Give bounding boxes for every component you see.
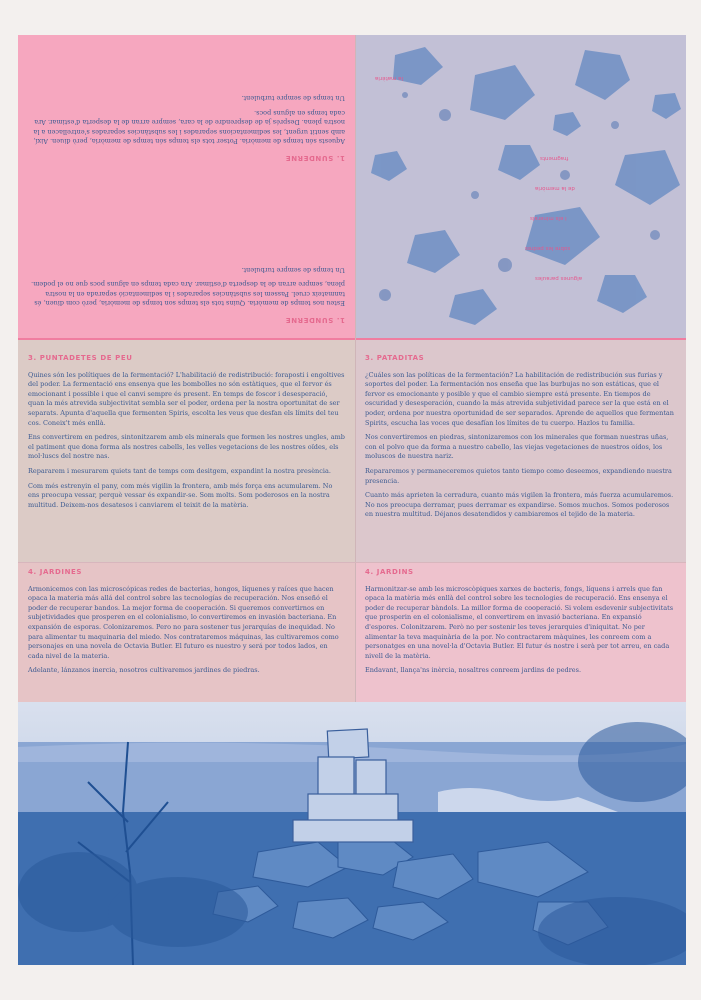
section-3-catalan xyxy=(18,340,355,562)
section-paragraph: Adelante, lánzanos inercia, nosotros cultivaremos jardines de piedras. xyxy=(28,666,260,675)
stone-caption: algunes paraules xyxy=(535,275,583,281)
section-heading: 3. PUNTADETES DE PEU xyxy=(28,354,133,362)
section-paragraph: Un temps de sempre turbulent. xyxy=(241,94,345,103)
stone-caption: de la memòria xyxy=(535,185,575,191)
section-heading: 1. SUNDERNE xyxy=(285,316,345,324)
column-divider xyxy=(355,35,356,702)
section-4-spanish xyxy=(18,562,355,702)
printed-sheet xyxy=(18,35,686,965)
section-paragraph: ¿Cuáles son las políticas de la fermentación? La habilitación de redistribución sus furias y soportes del poder. La fermentación nos enseña que las burbujas no son estáticas, que el fervor es emocionante y posible y que el cambio siempre está presente. En tiempos de oscuridad y desesperación, cuando la más atrevida subjetividad parece ser la que está en el poder, ordena por nuestra oportunidad de ser separados. Aprende de aquellos que fermentan Spirits, escucha las voces que desafían los límites de tu cuerpo. Hazlos tu familia. xyxy=(365,370,674,427)
stone-caption: la matèria xyxy=(375,75,404,81)
section-paragraph: Com més estrenyin el pany, com més vigilin la frontera, amb més força ens acumularem. No ens preocupa vessar, perquè vessar és expandir-se. Som molts. Som poderosos en la nostra multitud. Deixem-nos desatesos i canviarem el teixit de la matèria. xyxy=(28,481,333,509)
section-4-catalan xyxy=(355,562,686,702)
section-paragraph: Repararem i mesurarem quiets tant de temps com desitgem, expandint la nostra presència. xyxy=(28,466,331,475)
stone-caption: sobre les pedres xyxy=(525,245,571,251)
section-paragraph: Nos convertiremos en piedras, sintonizaremos con los minerales que forman nuestras uñas, con el polvo que da forma a nuestro cabello, las viejas vegetaciones de nuestros oídos, los moluscos de nuestra nariz. xyxy=(365,433,669,461)
section-paragraph: Quines són les polítiques de la fermentació? L'habilitació de redistribució: foraposti i engoltives del poder. La fermentació ens ensenya que les bombolles no són estàtiques, que el fervor és emocionant i possible i que el canvi sempre és present. En temps de foscor i desesperació, quan la més atrevida subjectivitat sembla ser el poder, ordena per la nostra oportunitat de ser separats. Apunta d'aquella que fermenten Spiris, escolta les veus que desfan els límits del teu cos. Coneix't més enllà. xyxy=(28,370,345,427)
section-paragraph: Ens convertirem en pedres, sintonitzarem amb els minerals que formen les nostres ungles, amb el patiment que dona forma als nostres cabells, les velles vegetacions de les nostres oïdes, els mol·luscs del nostre nas. xyxy=(28,433,345,461)
section-1-upper xyxy=(18,253,355,330)
section-paragraph: Endavant, llança'ns inèrcia, nosaltres conreem jardins de pedres. xyxy=(365,666,582,675)
section-paragraph: Cuanto más aprieten la cerradura, cuanto más vigilen la frontera, más fuerza acumularemos. No nos preocupa derramar, pues derramar es expandirse. Somos muchos. Somos poderosos en nuestra multitud. Déjanos desatendidos y cambiaremos el tejido de la materia. xyxy=(365,491,674,519)
section-1-lower xyxy=(18,81,355,168)
stone-cairn-seaside-illustration xyxy=(18,702,686,965)
row-divider xyxy=(18,562,686,563)
section-heading: 4. JARDINS xyxy=(365,568,414,576)
terrazzo-stones-illustration xyxy=(355,35,686,338)
upside-down-content xyxy=(18,35,355,338)
section-3-spanish xyxy=(355,340,686,562)
section-paragraph: Un temps de sempre turbulent. xyxy=(241,265,345,274)
section-paragraph: Harmonitzar-se amb les microscòpiques xarxes de bacteris, fongs, líquens i arrels que fan opaca la matèria més enllà del control sobre les tecnologies de recuperació. Ens ensenya el poder de recuperar bàndols. La millor forma de cooperació. Si volem esdevenir subjectivitats que prosperin en el colonialisme, el convertirem en invasió bacteriana. En expansió d'espores. Colonitzarem. Però no per sostenir les teves jerarquies d'iniquitat. No per alimentar la teva maquinària de la por. No contractarem màquines, les conreem com a personatges en una novel·la d'Octavia Butler. El futur és nostre i serà per tot arreu, en cada nivell de la matèria. xyxy=(365,584,674,660)
stone-texture-image xyxy=(355,35,686,338)
section-paragraph: Armonicemos con las microscópicas redes de bacterias, hongos, líquenes y raíces que hacen opaca la materia más allá del control sobre las tecnologías de recuperación. Nos enseñó el poder de recuperar bandos. La mejor forma de cooperación. Si queremos convertirnos en subjetividades que prosperen en el colonialismo, lo convertiremos en invasión bacteriana. En expansión de esporas. Colonizaremos. Pero no para sostener tus jerarquías de inequidad. No para alimentar tu maquinaria del miedo. Nos contrataremos máquinas, las cultivaremos como personajes en una novela de Octavia Butler. El futuro es nuestro y será por todos lados, en cada nivel de la materia. xyxy=(28,584,339,660)
section-heading: 4. JARDINES xyxy=(28,568,83,576)
stone-caption: i els minerals xyxy=(530,215,567,221)
section-paragraph: Repararemos y permaneceremos quietos tanto tiempo como deseemos, expandiendo nuestra presencia. xyxy=(365,466,672,485)
section-heading: 3. PATADITAS xyxy=(365,354,425,362)
upside-down-text-panel xyxy=(18,35,355,338)
section-paragraph: Esteu nos temps de memòria. Quins tots els temps son temps de memòria, però com diuen, és tanmateix cruel. Passem les substàncies separades i la sedimentació separada en la nostra plena, sempre arran de la desperta d'estimar. Ara cada temps en alguns pocs que no el podem. xyxy=(31,280,345,308)
section-heading: 1. SUNDERNE xyxy=(285,154,345,162)
cairn-photo xyxy=(18,702,686,965)
section-paragraph: Aquests són temps de memòria. Potser tots els temps són temps de memòria, però diuen. Així, amb sentit urgent, les sedimentacions separades i les substàncies separades s'entrellacen a la nostra plena. Després ja de desprendre de la cara, sempre arran de la desperta d'estimar. Ara cada temps en alguns pocs. xyxy=(33,108,345,146)
stone-caption: fragments xyxy=(540,155,569,161)
